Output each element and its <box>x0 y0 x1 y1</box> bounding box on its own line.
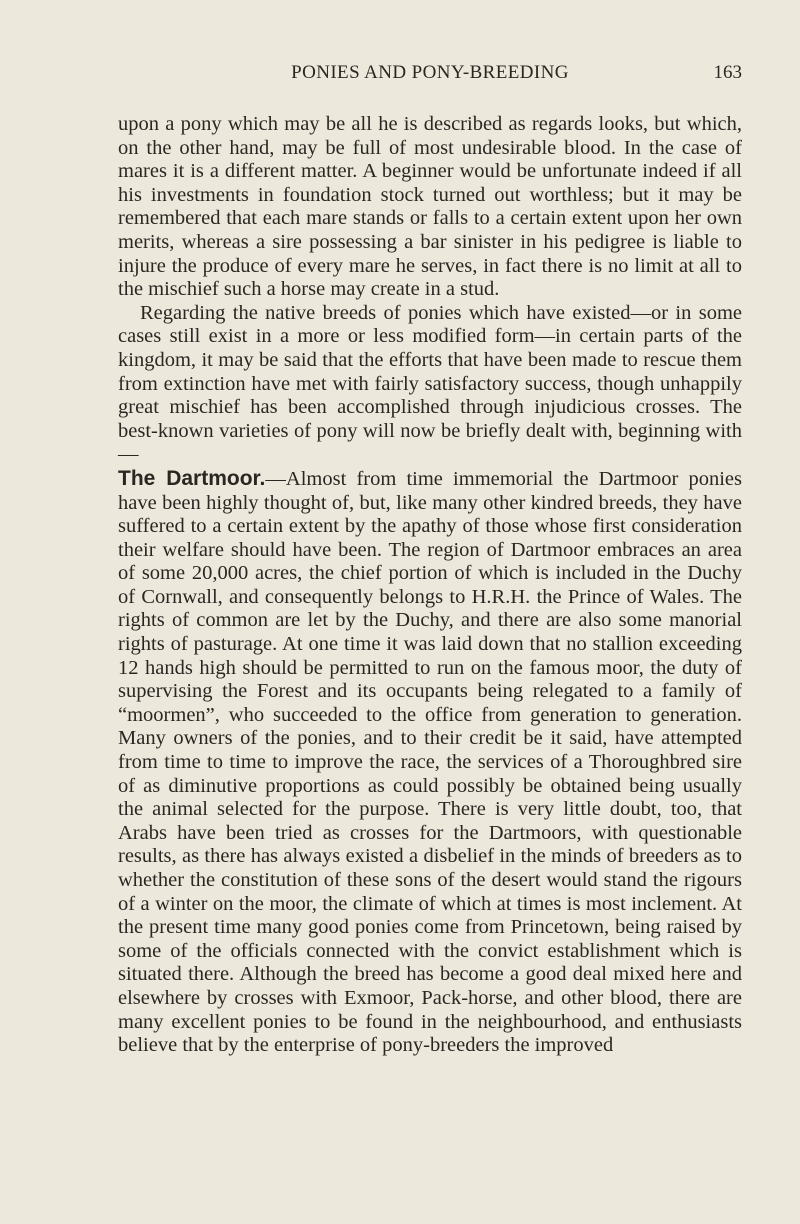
section-heading: The Dartmoor. <box>118 466 266 490</box>
running-head <box>118 62 742 90</box>
page-number: 163 <box>713 62 742 83</box>
section-text: Almost from time immemorial the Dartmoor ponies have been highly thought of, but, like many other kindred breeds, they have suffered to a certain extent by the apathy of those whose first consideration their welfare should have been. The region of Dartmoor embraces an area of some 20,000 acres, the chief portion of which is included in the Duchy of Cornwall, and consequently belongs to H.R.H. the Prince of Wales. The rights of common are let by the Duchy, and there are also some manorial rights of pasturage. At one time it was laid down that no stallion exceeding 12 hands high should be permitted to run on the famous moor, the duty of supervising the Forest and its occupants being relegated to a family of “moormen”, who succeeded to the office from generation to generation. Many owners of the ponies, and to their credit be it said, have attempted from time to time to improve the race, the services of a Thoroughbred sire of as diminutive proportions as could possibly be obtained being usually the animal selected for the purpose. There is very little doubt, too, that Arabs have been tried as crosses for the Dartmoors, with questionable results, as there has always existed a disbelief in the minds of breeders as to whether the constitution of these sons of the desert would stand the rigours of a winter on the moor, the climate of which at times is most inclement. At the present time many good ponies come from Princetown, being raised by some of the officials connected with the convict establishment which is situated there. Although the breed has become a good deal mixed here and elsewhere by crosses with Exmoor, Pack-horse, and other blood, there are many excellent ponies to be found in the neighbourhood, and enthusiasts believe that by the enterprise of pony-breeders the improved <box>118 467 742 1057</box>
body-text <box>118 113 742 1058</box>
paragraph-native-breeds: Regarding the native breeds of ponies which have existed—or in some cases still exist in a more or less modified form—in certain parts of the kingdom, it may be said that the efforts that have been made to rescue them from extinction have met with fairly satisfactory success, though unhappily great mischief has been accomplished through injudicious crosses. The best-known varieties of pony will now be briefly dealt with, beginning with— <box>118 301 742 466</box>
running-title: PONIES AND PONY-BREEDING <box>291 62 569 83</box>
paragraph-continuation: upon a pony which may be all he is described as regards looks, but which, on the other hand, may be full of most undesirable blood. In the case of mares it is a different matter. A beginner would be unfortunate indeed if all his investments in foundation stock turned out worthless; but it may be remembered that each mare stands or falls to a certain extent upon her own merits, whereas a sire possessing a bar sinister in his pedigree is liable to injure the produce of every mare he serves, in fact there is no limit at all to the mischief such a horse may create in a stud. <box>118 113 742 301</box>
section-dartmoor <box>118 467 742 1058</box>
heading-dash: — <box>265 467 286 490</box>
